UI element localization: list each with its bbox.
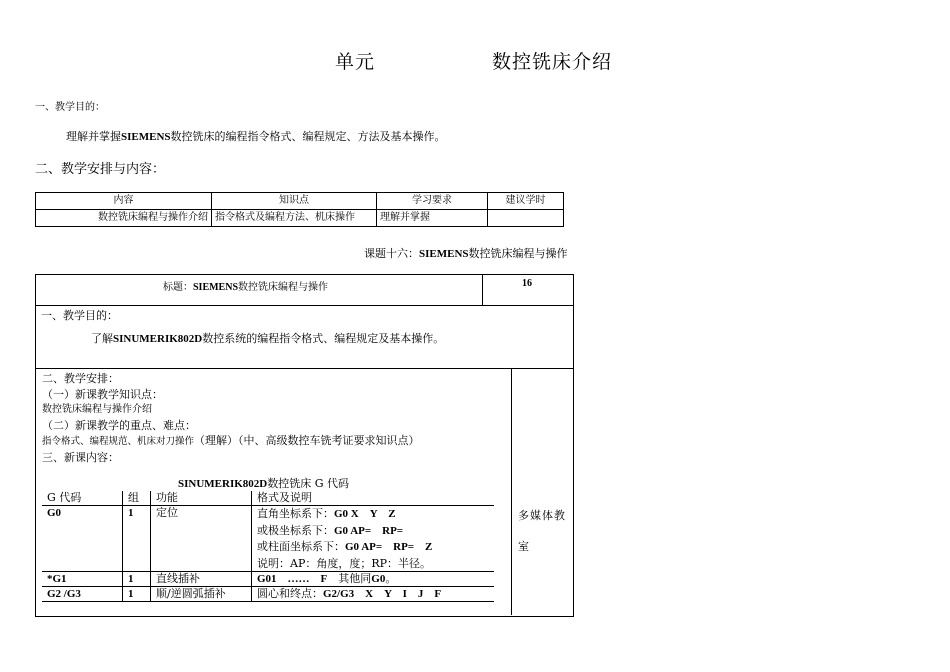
- arrangement-keypoints: [42, 433, 420, 450]
- gcode-group: 1: [123, 506, 151, 572]
- divider: [35, 368, 573, 369]
- desc-line: [257, 556, 489, 572]
- plan-header-content: 内容: [36, 193, 212, 210]
- objective-heading: 一、教学目的：: [35, 102, 105, 113]
- gcode-group: 1: [123, 587, 151, 602]
- desc-text: 圆心和终点：: [257, 587, 323, 600]
- desc-line: [257, 539, 489, 556]
- lesson-title-pre: 标题：: [163, 282, 193, 293]
- arrangement-line: 数控铣床编程与操作介绍: [42, 404, 152, 415]
- gcode-header: [42, 491, 494, 506]
- gcode-caption-post: 数控铣床 G 代码: [267, 477, 350, 490]
- desc-line: [257, 506, 489, 523]
- lesson-caption-pre: 课题十六：: [364, 247, 419, 260]
- divider: [511, 368, 512, 615]
- plan-cell-requirement: 理解并掌握: [377, 210, 488, 227]
- table-row: [36, 210, 564, 227]
- objective-text-post: 数控铣床的编程指令格式、编程规定、方法及基本操作。: [170, 130, 446, 143]
- keypoints-small: 指令格式、编程规范、机床对刀操作: [42, 436, 195, 447]
- gcode-func: 顺/逆圆弧插补: [151, 587, 252, 602]
- desc-text: 其他同: [327, 572, 372, 585]
- desc-line: [257, 523, 489, 540]
- objective-text-pre: 理解并掌握: [66, 130, 121, 143]
- desc-text: 或极坐标系下：: [257, 523, 334, 537]
- lesson-caption-post: 数控铣床编程与操作: [468, 247, 568, 260]
- plan-cell-content: 数控铣床编程与操作介绍: [36, 210, 212, 227]
- lesson-objective-heading: 一、教学目的：: [41, 309, 118, 322]
- plan-header-knowledge: 知识点: [212, 193, 377, 210]
- arrangement-line: （二）新课教学的重点、难点：: [42, 418, 196, 432]
- gcode-caption-system: SINUMERIK802D: [178, 478, 268, 490]
- page-title: 数控铣床介绍: [492, 51, 613, 73]
- objective-text-brand: SIEMENS: [121, 131, 171, 143]
- lesson-objective-pre: 了解: [91, 332, 113, 345]
- gcode-desc: [252, 587, 495, 602]
- gcode-func: 定位: [151, 506, 252, 572]
- gcode-func: 直线插补: [151, 572, 252, 587]
- desc-code: G0: [371, 573, 386, 585]
- lesson-title-post: 数控铣床编程与操作: [238, 282, 329, 293]
- gcode-code: G2 /G3: [42, 587, 123, 602]
- objective-text: [66, 128, 446, 144]
- desc-code: G0 X Y Z: [334, 508, 396, 520]
- divider: [35, 305, 573, 306]
- gcode-header-group: 组: [123, 491, 151, 506]
- lesson-objective-system: SINUMERIK802D: [113, 333, 203, 345]
- desc-code: G01 …… F: [257, 573, 328, 585]
- keypoints-rest: （理解）（中、高级数控车铣考证要求知识点）: [194, 434, 420, 447]
- gcode-header-code: G 代码: [42, 491, 123, 506]
- gcode-header-func: 功能: [151, 491, 252, 506]
- gcode-table: [42, 491, 494, 602]
- arrangement-line: （一）新课教学知识点：: [42, 387, 163, 401]
- lesson-hours: 16: [522, 278, 532, 289]
- lesson-caption-brand: SIEMENS: [419, 248, 469, 260]
- lesson-arrangement: [42, 371, 420, 465]
- lesson-objective-text: [91, 330, 444, 346]
- lesson-caption: [364, 245, 568, 261]
- unit-label: 单元: [335, 51, 376, 73]
- plan-table-header: [36, 193, 564, 210]
- plan-cell-knowledge: 指令格式及编程方法、机床操作: [212, 210, 377, 227]
- gcode-header-desc: 格式及说明: [252, 491, 495, 506]
- desc-code: G2/G3 X Y I J F: [323, 588, 442, 600]
- gcode-code: *G1: [42, 572, 123, 587]
- gcode-group: 1: [123, 572, 151, 587]
- desc-text: 。: [385, 572, 397, 585]
- table-row: [42, 587, 494, 602]
- desc-text: 直角坐标系下：: [257, 507, 334, 520]
- desc-code: G0 AP= RP= Z: [345, 541, 433, 553]
- plan-header-hours: 建议学时: [488, 193, 564, 210]
- desc-text: 或柱面坐标系下：: [257, 540, 345, 553]
- arrangement-line: 三、新课内容：: [42, 450, 119, 464]
- divider: [482, 274, 483, 305]
- lesson-title-brand: SIEMENS: [193, 282, 239, 293]
- plan-header-requirement: 学习要求: [377, 193, 488, 210]
- gcode-code: G0: [42, 506, 123, 572]
- plan-table: [35, 192, 564, 227]
- table-row: [42, 506, 494, 572]
- room-line1: 多媒体教: [518, 509, 566, 522]
- room-line2: 室: [518, 540, 529, 553]
- lesson-objective-post: 数控系统的编程指令格式、编程规定及基本操作。: [202, 332, 445, 345]
- lesson-title: [163, 278, 328, 293]
- gcode-desc: [252, 572, 495, 587]
- arrangement-line: 二、教学安排：: [42, 372, 119, 385]
- gcode-desc: [252, 506, 495, 572]
- desc-code: G0 AP= RP=: [334, 524, 404, 537]
- plan-cell-hours: [488, 210, 564, 227]
- arrangement-heading: 二、教学安排与内容：: [35, 162, 166, 177]
- table-row: [42, 572, 494, 587]
- gcode-caption: [178, 475, 349, 491]
- desc-text: 说明：AP：角度，度；RP：半径。: [257, 556, 432, 570]
